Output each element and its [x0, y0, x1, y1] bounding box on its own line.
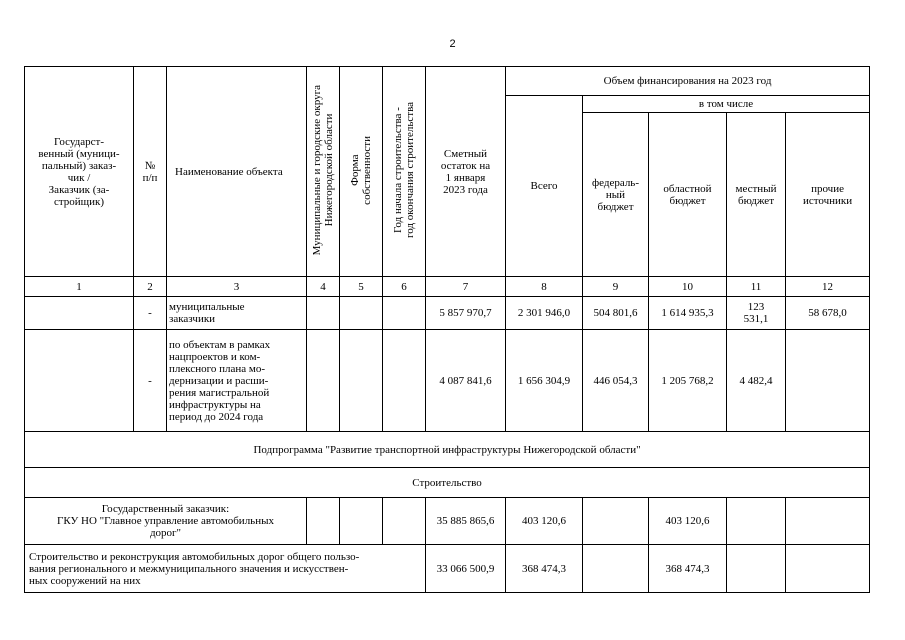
- subprogram-title: Подпрограмма "Развитие транспортной инфраструктуры Нижегородской области": [25, 432, 870, 468]
- header-ownership-text: Форма собственности: [349, 135, 373, 205]
- header-num: № п/п: [134, 67, 167, 277]
- header-local: местный бюджет: [727, 113, 786, 277]
- table-row: [25, 545, 870, 593]
- cell-estimate: 35 885 865,6: [426, 498, 506, 545]
- cell-total: 403 120,6: [506, 498, 583, 545]
- cell-ownership: [340, 297, 383, 330]
- cell-years: [383, 498, 426, 545]
- header-federal: федераль- ный бюджет: [583, 113, 649, 277]
- cell-years: [383, 297, 426, 330]
- cell-object-name: муниципальные заказчики: [167, 297, 307, 330]
- cell-municipality: [307, 498, 340, 545]
- cell-municipality: [307, 297, 340, 330]
- table-row: [25, 297, 870, 330]
- cell-regional: 1 205 768,2: [649, 330, 727, 432]
- header-other: прочие источники: [786, 113, 870, 277]
- cell-total: 1 656 304,9: [506, 330, 583, 432]
- cell-federal: 504 801,6: [583, 297, 649, 330]
- cell-local: [727, 545, 786, 593]
- cell-total: 368 474,3: [506, 545, 583, 593]
- col-number: 7: [426, 277, 506, 297]
- header-customer: Государст- венный (муници- пальный) заказ- чик / Заказчик (за- стройщик): [25, 67, 134, 277]
- table-row: [25, 330, 870, 432]
- cell-regional: 368 474,3: [649, 545, 727, 593]
- col-number: 8: [506, 277, 583, 297]
- col-number: 12: [786, 277, 870, 297]
- cell-estimate: 5 857 970,7: [426, 297, 506, 330]
- col-number: 10: [649, 277, 727, 297]
- header-ownership: [340, 67, 383, 277]
- cell-estimate: 4 087 841,6: [426, 330, 506, 432]
- financing-table: [24, 66, 870, 593]
- cell-federal: [583, 498, 649, 545]
- col-number: 1: [25, 277, 134, 297]
- header-total: Всего: [506, 96, 583, 277]
- cell-other: [786, 330, 870, 432]
- table-row: [25, 498, 870, 545]
- cell-ownership: [340, 330, 383, 432]
- header-estimate: Сметный остаток на 1 января 2023 года: [426, 67, 506, 277]
- cell-num: -: [134, 297, 167, 330]
- col-number: 9: [583, 277, 649, 297]
- cell-other: 58 678,0: [786, 297, 870, 330]
- cell-road-construction: Строительство и реконструкция автомобильных дорог общего пользо- вания регионального и межмуниципального значения и искусствен- ных сооружений на них: [25, 545, 426, 593]
- column-numbers-row: [25, 277, 870, 297]
- header-municipality-text: Муниципальные и городские округа Нижегородской области: [311, 84, 335, 256]
- cell-object-name: по объектам в рамках нацпроектов и ком- плексного плана мо- дернизации и расши- рения магистральной инфраструктуры на период до 2024 года: [167, 330, 307, 432]
- cell-local: 123 531,1: [727, 297, 786, 330]
- cell-regional: 403 120,6: [649, 498, 727, 545]
- col-number: 3: [167, 277, 307, 297]
- cell-municipality: [307, 330, 340, 432]
- cell-federal: 446 054,3: [583, 330, 649, 432]
- cell-federal: [583, 545, 649, 593]
- section-title: Строительство: [25, 468, 870, 498]
- section-row: [25, 468, 870, 498]
- col-number: 4: [307, 277, 340, 297]
- cell-regional: 1 614 935,3: [649, 297, 727, 330]
- cell-years: [383, 330, 426, 432]
- cell-local: [727, 498, 786, 545]
- cell-other: [786, 498, 870, 545]
- header-municipality: [307, 67, 340, 277]
- subprogram-row: [25, 432, 870, 468]
- cell-local: 4 482,4: [727, 330, 786, 432]
- cell-state-customer: Государственный заказчик: ГКУ НО "Главное управление автомобильных дорог": [25, 498, 307, 545]
- cell-ownership: [340, 498, 383, 545]
- header-including: в том числе: [583, 96, 870, 113]
- col-number: 6: [383, 277, 426, 297]
- cell-estimate: 33 066 500,9: [426, 545, 506, 593]
- col-number: 2: [134, 277, 167, 297]
- col-number: 11: [727, 277, 786, 297]
- header-funding: Объем финансирования на 2023 год: [506, 67, 870, 96]
- cell-customer: [25, 330, 134, 432]
- header-object-name: Наименование объекта: [167, 67, 307, 277]
- cell-customer: [25, 297, 134, 330]
- cell-num: -: [134, 330, 167, 432]
- header-regional: областной бюджет: [649, 113, 727, 277]
- cell-total: 2 301 946,0: [506, 297, 583, 330]
- page-number: 2: [449, 38, 456, 50]
- col-number: 5: [340, 277, 383, 297]
- cell-other: [786, 545, 870, 593]
- header-years-text: Год начала строительства - год окончания строительства: [392, 102, 416, 238]
- header-years: [383, 67, 426, 277]
